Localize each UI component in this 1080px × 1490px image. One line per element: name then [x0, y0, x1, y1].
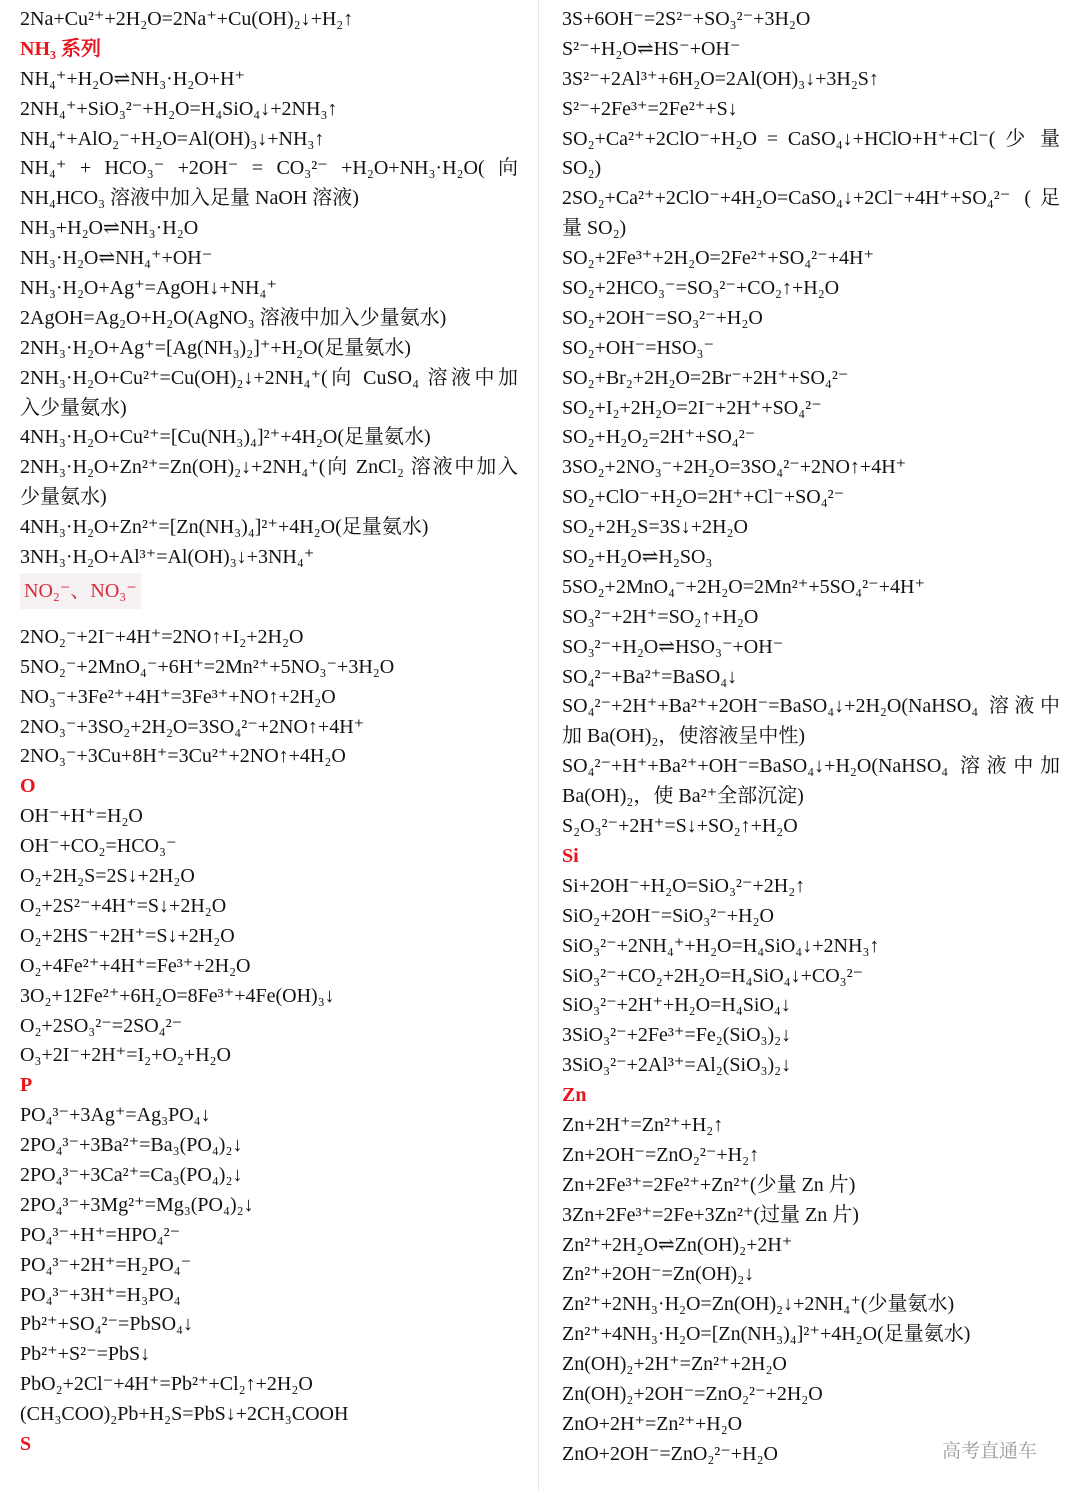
equation-line: 加 Ba(OH)₂，使溶液呈中性) [562, 725, 806, 748]
equation-line: SiO₃²⁻+2NH₄⁺+H₂O=H₄SiO₄↓+2NH₃↑ [562, 934, 880, 957]
equation-line: Zn(OH)₂+2H⁺=Zn²⁺+2H₂O [562, 1353, 787, 1376]
equation-line: OH⁻+CO₂=HCO₃⁻ [20, 835, 177, 858]
equation-line: SO₂+I₂+2H₂O=2I⁻+2H⁺+SO₄²⁻ [562, 396, 822, 419]
equation-line: NH₃·H₂O⇌NH₄⁺+OH⁻ [20, 247, 213, 270]
equation-line: SO₂+Br₂+2H₂O=2Br⁻+2H⁺+SO₄²⁻ [562, 366, 849, 389]
equation-line: NH₃+H₂O⇌NH₃·H₂O [20, 217, 199, 240]
right-column [562, 5, 1060, 1470]
equation-line: 3NH₃·H₂O+Al³⁺=Al(OH)₃↓+3NH₄⁺ [20, 546, 315, 569]
equation-line: 量 SO₂) [562, 217, 627, 240]
equation-line: SO₂+2HCO₃⁻=SO₃²⁻+CO₂↑+H₂O [562, 277, 840, 300]
equation-line: 3S²⁻+2Al³⁺+6H₂O=2Al(OH)₃↓+3H₂S↑ [562, 67, 879, 90]
equation-line: Ba(OH)₂，使 Ba²⁺全部沉淀) [562, 785, 804, 808]
equation-line: NH₄⁺ + HCO₃⁻ +2OH⁻ = CO₃²⁻ +H₂O+NH₃·H₂O( 向 [20, 157, 518, 180]
equation-line: 3O₂+12Fe²⁺+6H₂O=8Fe³⁺+4Fe(OH)₃↓ [20, 984, 335, 1007]
nh3-section [20, 5, 518, 573]
equation-line: SiO₃²⁻+2H⁺+H₂O=H₄SiO₄↓ [562, 994, 791, 1017]
equation-line: PbO₂+2Cl⁻+4H⁺=Pb²⁺+Cl₂↑+2H₂O [20, 1373, 313, 1396]
equation-line: 2NO₃⁻+3Cu+8H⁺=3Cu²⁺+2NO↑+4H₂O [20, 745, 346, 768]
equation-line: S₂O₃²⁻+2H⁺=S↓+SO₂↑+H₂O [562, 815, 798, 838]
equation-line: NH₄⁺+H₂O⇌NH₃·H₂O+H⁺ [20, 67, 245, 90]
column-divider [538, 0, 539, 1490]
equation-line: 2NH₄⁺+SiO₃²⁻+H₂O=H₄SiO₄↓+2NH₃↑ [20, 97, 338, 120]
equation-line: SiO₃²⁻+CO₂+2H₂O=H₄SiO₄↓+CO₃²⁻ [562, 964, 864, 987]
equation-line: SO₂+OH⁻=HSO₃⁻ [562, 336, 715, 359]
equation-line: 4NH₃·H₂O+Cu²⁺=[Cu(NH₃)₄]²⁺+4H₂O(足量氨水) [20, 426, 431, 449]
equation-line: SO₂+2H₂S=3S↓+2H₂O [562, 516, 748, 539]
equation-line: SO₂+Ca²⁺+2ClO⁻+H₂O = CaSO₄↓+HClO+H⁺+Cl⁻( 少 量 [562, 127, 1060, 150]
equation-line: NH₃·H₂O+Ag⁺=AgOH↓+NH₄⁺ [20, 277, 277, 300]
watermark: 高考直通车 [942, 1440, 1038, 1462]
left-column [20, 5, 518, 1460]
equation-line: Zn²⁺+2H₂O⇌Zn(OH)₂+2H⁺ [562, 1233, 793, 1256]
equation-line: Zn²⁺+4NH₃·H₂O=[Zn(NH₃)₄]²⁺+4H₂O(足量氨水) [562, 1323, 971, 1346]
equation-line: Zn+2H⁺=Zn²⁺+H₂↑ [562, 1113, 724, 1136]
equation-line: NH₄⁺+AlO₂⁻+H₂O=Al(OH)₃↓+NH₃↑ [20, 127, 325, 150]
section-heading: P [20, 1074, 33, 1097]
equation-line: SO₄²⁻+H⁺+Ba²⁺+OH⁻=BaSO₄↓+H₂O(NaHSO₄ 溶液中加 [562, 755, 1060, 778]
equation-line: 2NH₃·H₂O+Ag⁺=[Ag(NH₃)₂]⁺+H₂O(足量氨水) [20, 336, 411, 359]
equation-line: 3SiO₃²⁻+2Al³⁺=Al₂(SiO₃)₂↓ [562, 1054, 792, 1077]
equation-line: Zn²⁺+2OH⁻=Zn(OH)₂↓ [562, 1263, 755, 1286]
equation-line: O₂+4Fe²⁺+4H⁺=Fe³⁺+2H₂O [20, 954, 251, 977]
equation-line: 2NO₂⁻+2I⁻+4H⁺=2NO↑+I₂+2H₂O [20, 625, 304, 648]
equation-line: O₂+2SO₃²⁻=2SO₄²⁻ [20, 1014, 183, 1037]
equation-line: Pb²⁺+S²⁻=PbS↓ [20, 1343, 151, 1366]
equation-line: SO₃²⁻+2H⁺=SO₂↑+H₂O [562, 605, 759, 628]
equation-line: 2Na+Cu²⁺+2H₂O=2Na⁺+Cu(OH)₂↓+H₂↑ [20, 8, 354, 30]
equation-line: S²⁻+2Fe³⁺=2Fe²⁺+S↓ [562, 97, 738, 120]
section-heading: Si [562, 844, 579, 867]
equation-line: SO₂+H₂O₂=2H⁺+SO₄²⁻ [562, 426, 756, 449]
equation-line: SO₂+2OH⁻=SO₃²⁻+H₂O [562, 306, 763, 329]
section-heading: Zn [562, 1084, 587, 1107]
equation-line: 2AgOH=Ag₂O+H₂O(AgNO₃ 溶液中加入少量氨水) [20, 306, 447, 329]
equation-line: O₃+2I⁻+2H⁺=I₂+O₂+H₂O [20, 1044, 231, 1067]
equation-line: 2PO₄³⁻+3Mg²⁺=Mg₃(PO₄)₂↓ [20, 1193, 254, 1216]
equation-line: PO₄³⁻+3H⁺=H₃PO₄ [20, 1283, 181, 1306]
equation-line: SO₂) [562, 157, 602, 180]
equation-line: Zn+2OH⁻=ZnO₂²⁻+H₂↑ [562, 1143, 760, 1166]
equation-line: 3Zn+2Fe³⁺=2Fe+3Zn²⁺(过量 Zn 片) [562, 1203, 859, 1226]
equation-line: SO₄²⁻+Ba²⁺=BaSO₄↓ [562, 665, 738, 688]
equation-line: 3S+6OH⁻=2S²⁻+SO₃²⁻+3H₂O [562, 8, 811, 30]
equation-line: 4NH₃·H₂O+Zn²⁺=[Zn(NH₃)₄]²⁺+4H₂O(足量氨水) [20, 516, 429, 539]
equation-line: SO₂+2Fe³⁺+2H₂O=2Fe²⁺+SO₄²⁻+4H⁺ [562, 247, 874, 270]
equation-line: S²⁻+H₂O⇌HS⁻+OH⁻ [562, 37, 741, 60]
equation-line: 5SO₂+2MnO₄⁻+2H₂O=2Mn²⁺+5SO₄²⁻+4H⁺ [562, 575, 925, 598]
section-heading: O [20, 775, 36, 798]
section-heading: NH₃ 系列 [20, 37, 101, 60]
equation-line: SO₄²⁻+2H⁺+Ba²⁺+2OH⁻=BaSO₄↓+2H₂O(NaHSO₄ 溶液中 [562, 695, 1060, 718]
equation-line: OH⁻+H⁺=H₂O [20, 805, 143, 828]
equation-line: SO₃²⁻+H₂O⇌HSO₃⁻+OH⁻ [562, 635, 784, 658]
equation-line: 2PO₄³⁻+3Ca²⁺=Ca₃(PO₄)₂↓ [20, 1163, 243, 1186]
section-heading: S [20, 1432, 32, 1455]
equation-line: SO₂+ClO⁻+H₂O=2H⁺+Cl⁻+SO₄²⁻ [562, 486, 845, 509]
heading-label: NO₂⁻、NO₃⁻ [20, 573, 141, 609]
equation-line: Pb²⁺+SO₄²⁻=PbSO₄↓ [20, 1313, 193, 1336]
equation-line: Zn+2Fe³⁺=2Fe²⁺+Zn²⁺(少量 Zn 片) [562, 1173, 856, 1196]
equation-line: 3SiO₃²⁻+2Fe³⁺=Fe₂(SiO₃)₂↓ [562, 1024, 792, 1047]
equation-line: 入少量氨水) [20, 396, 127, 419]
equation-line: ZnO+2OH⁻=ZnO₂²⁻+H₂O [562, 1442, 778, 1465]
equation-line: SiO₂+2OH⁻=SiO₃²⁻+H₂O [562, 904, 774, 927]
equation-line: 2NH₃·H₂O+Zn²⁺=Zn(OH)₂↓+2NH₄⁺(向 ZnCl₂ 溶液中加入 [20, 456, 518, 479]
section-heading-nitrite-nitrate [20, 573, 518, 623]
equation-line: 2NO₃⁻+3SO₂+2H₂O=3SO₄²⁻+2NO↑+4H⁺ [20, 715, 365, 738]
equation-line: 5NO₂⁻+2MnO₄⁻+6H⁺=2Mn²⁺+5NO₃⁻+3H₂O [20, 655, 395, 678]
equation-line: O₂+2HS⁻+2H⁺=S↓+2H₂O [20, 924, 235, 947]
equation-line: O₂+2H₂S=2S↓+2H₂O [20, 865, 195, 888]
equation-line: (CH₃COO)₂Pb+H₂S=PbS↓+2CH₃COOH [20, 1403, 349, 1426]
equation-line: O₂+2S²⁻+4H⁺=S↓+2H₂O [20, 894, 227, 917]
equation-line: 2NH₃·H₂O+Cu²⁺=Cu(OH)₂↓+2NH₄⁺(向 CuSO₄ 溶液中加 [20, 366, 518, 389]
equation-line: PO₄³⁻+3Ag⁺=Ag₃PO₄↓ [20, 1104, 211, 1127]
equation-line: 少量氨水) [20, 486, 107, 509]
equation-line: Zn²⁺+2NH₃·H₂O=Zn(OH)₂↓+2NH₄⁺(少量氨水) [562, 1293, 955, 1316]
equation-line: PO₄³⁻+H⁺=HPO₄²⁻ [20, 1223, 181, 1246]
equation-list [20, 623, 518, 1460]
equation-line: 2PO₄³⁻+3Ba²⁺=Ba₃(PO₄)₂↓ [20, 1134, 243, 1157]
equation-line: 3SO₂+2NO₃⁻+2H₂O=3SO₄²⁻+2NO↑+4H⁺ [562, 456, 907, 479]
equation-line: Zn(OH)₂+2OH⁻=ZnO₂²⁻+2H₂O [562, 1382, 823, 1405]
equation-line: SO₂+H₂O⇌H₂SO₃ [562, 546, 713, 569]
equation-line: NH₄HCO₃ 溶液中加入足量 NaOH 溶液) [20, 187, 359, 210]
equation-line: NO₃⁻+3Fe²⁺+4H⁺=3Fe³⁺+NO↑+2H₂O [20, 685, 336, 708]
equation-line: 2SO₂+Ca²⁺+2ClO⁻+4H₂O=CaSO₄↓+2Cl⁻+4H⁺+SO₄²⁻ (足 [562, 187, 1060, 210]
equation-line: Si+2OH⁻+H₂O=SiO₃²⁻+2H₂↑ [562, 874, 806, 897]
equation-line: PO₄³⁻+2H⁺=H₂PO₄⁻ [20, 1253, 192, 1276]
equation-line: ZnO+2H⁺=Zn²⁺+H₂O [562, 1412, 743, 1435]
